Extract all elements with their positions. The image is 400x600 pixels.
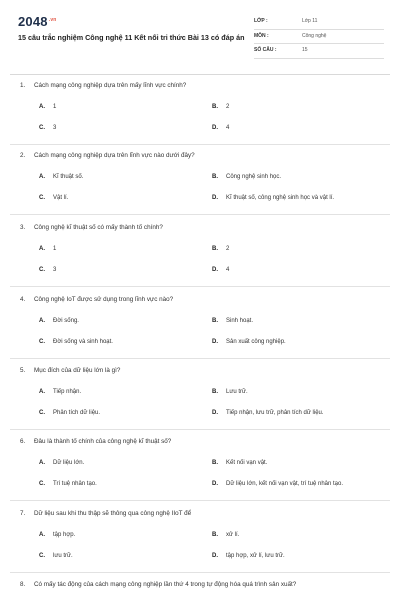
question-divider xyxy=(10,286,390,287)
option-b[interactable] xyxy=(212,174,281,180)
option-a[interactable] xyxy=(39,318,79,324)
question-number: 1. xyxy=(20,82,26,89)
option-text: 2 xyxy=(226,246,230,252)
question-number: 3. xyxy=(20,224,26,231)
option-text: Tiếp nhận. xyxy=(53,389,82,395)
option-letter: C. xyxy=(39,339,45,345)
option-letter: D. xyxy=(212,553,218,559)
question-stem: Dữ liệu sau khi thu thập sẽ thông qua công nghệ IIoT để xyxy=(34,510,192,517)
option-a[interactable] xyxy=(39,460,84,466)
question-stem: Công nghệ IoT được sử dụng trong lĩnh vực nào? xyxy=(34,296,174,303)
option-letter: D. xyxy=(212,125,218,131)
option-letter: A. xyxy=(39,104,45,110)
question-stem: Mục đích của dữ liệu lớn là gì? xyxy=(34,367,121,374)
option-d[interactable] xyxy=(212,267,229,273)
question-number: 7. xyxy=(20,510,26,517)
option-letter: D. xyxy=(212,267,218,273)
option-text: Tiếp nhận, lưu trữ, phân tích dữ liệu. xyxy=(226,410,324,416)
option-letter: C. xyxy=(39,553,45,559)
question-number: 4. xyxy=(20,296,26,303)
question-divider xyxy=(10,572,390,573)
option-text: 3 xyxy=(53,267,57,273)
option-a[interactable] xyxy=(39,174,83,180)
option-a[interactable] xyxy=(39,389,81,395)
option-c[interactable] xyxy=(39,553,73,559)
question-number: 5. xyxy=(20,367,26,374)
option-c[interactable] xyxy=(39,481,97,487)
question-text xyxy=(20,438,171,445)
option-letter: C. xyxy=(39,267,45,273)
option-d[interactable] xyxy=(212,339,286,345)
question-text xyxy=(20,224,163,231)
option-text: Kĩ thuật số. xyxy=(53,174,84,180)
option-letter: A. xyxy=(39,460,45,466)
question-stem: Cách mạng công nghiệp dựa trên lĩnh vực nào dưới đây? xyxy=(34,152,195,159)
option-a[interactable] xyxy=(39,104,56,110)
logo-text: 2048 xyxy=(18,14,48,29)
option-b[interactable] xyxy=(212,318,253,324)
option-letter: C. xyxy=(39,410,45,416)
option-b[interactable] xyxy=(212,532,239,538)
option-letter: A. xyxy=(39,532,45,538)
option-d[interactable] xyxy=(212,410,324,416)
option-text: Sinh hoạt. xyxy=(226,318,254,324)
option-text: 1 xyxy=(53,104,57,110)
option-text: Công nghệ sinh học. xyxy=(226,174,282,180)
meta-row-lop xyxy=(254,15,384,30)
question-number: 6. xyxy=(20,438,26,445)
option-d[interactable] xyxy=(212,125,229,131)
meta-row-socau xyxy=(254,44,384,59)
question-text xyxy=(20,510,191,517)
option-letter: C. xyxy=(39,125,45,131)
document-header xyxy=(18,12,384,74)
meta-value-socau: 15 xyxy=(302,47,308,53)
option-letter: B. xyxy=(212,318,218,324)
option-b[interactable] xyxy=(212,460,267,466)
option-d[interactable] xyxy=(212,553,285,559)
option-letter: B. xyxy=(212,389,218,395)
option-c[interactable] xyxy=(39,267,56,273)
option-c[interactable] xyxy=(39,339,113,345)
question-text xyxy=(20,296,173,303)
option-b[interactable] xyxy=(212,246,229,252)
option-letter: A. xyxy=(39,389,45,395)
question-stem: Công nghệ kĩ thuật số có mấy thành tố chính? xyxy=(34,224,163,231)
question-divider xyxy=(10,214,390,215)
option-text: Trí tuệ nhân tạo. xyxy=(53,481,97,487)
meta-value-mon: Công nghệ xyxy=(302,32,327,39)
option-b[interactable] xyxy=(212,389,248,395)
question-divider xyxy=(10,144,390,145)
question-stem: Có mấy tác động của cách mạng công nghiệp lần thứ 4 trong tự động hóa quá trình sản xuất? xyxy=(34,581,297,588)
meta-value-lop: Lớp 11 xyxy=(302,18,318,24)
meta-row-mon xyxy=(254,30,384,45)
question-text xyxy=(20,152,195,159)
option-text: Kĩ thuật số, công nghệ sinh học và vật lí. xyxy=(226,195,335,201)
option-text: Đời sống và sinh hoạt. xyxy=(53,339,113,345)
option-text: Đời sống. xyxy=(53,318,79,324)
option-text: tập hợp, xử lí, lưu trữ. xyxy=(226,553,285,559)
option-a[interactable] xyxy=(39,246,56,252)
meta-table xyxy=(254,15,384,59)
meta-label-mon: MÔN : xyxy=(254,32,269,39)
option-letter: D. xyxy=(212,195,218,201)
question-stem: Cách mạng công nghiệp dựa trên mấy lĩnh vực chính? xyxy=(34,82,187,89)
option-letter: D. xyxy=(212,339,218,345)
question-divider xyxy=(10,358,390,359)
option-d[interactable] xyxy=(212,195,334,201)
option-text: Vật lí. xyxy=(53,195,69,201)
option-letter: C. xyxy=(39,195,45,201)
option-text: Kết nối vạn vật. xyxy=(226,460,268,466)
option-text: 4 xyxy=(226,125,230,131)
option-letter: B. xyxy=(212,532,218,538)
option-text: lưu trữ. xyxy=(53,553,73,559)
option-text: 3 xyxy=(53,125,57,131)
meta-label-lop: LỚP : xyxy=(254,18,268,24)
option-text: 1 xyxy=(53,246,57,252)
site-logo[interactable] xyxy=(18,14,57,29)
question-text xyxy=(20,367,120,374)
option-letter: B. xyxy=(212,460,218,466)
option-text: Dữ liệu lớn, kết nối vạn vật, trí tuệ nhân tạo. xyxy=(226,481,344,487)
option-letter: C. xyxy=(39,481,45,487)
option-text: Dữ liệu lớn. xyxy=(53,460,85,466)
question-stem: Đâu là thành tố chính của công nghệ kĩ thuật số? xyxy=(34,438,172,445)
option-letter: D. xyxy=(212,410,218,416)
option-text: xử lí. xyxy=(226,532,240,538)
option-text: 2 xyxy=(226,104,230,110)
meta-label-socau: SỐ CÂU : xyxy=(254,47,277,53)
option-c[interactable] xyxy=(39,410,100,416)
option-d[interactable] xyxy=(212,481,343,487)
question-text xyxy=(20,82,186,89)
option-text: tập hợp. xyxy=(53,532,76,538)
option-text: 4 xyxy=(226,267,230,273)
document-title: 15 câu trắc nghiệm Công nghệ 11 Kết nối tri thức Bài 13 có đáp án xyxy=(18,33,245,42)
option-text: Sản xuất công nghiệp. xyxy=(226,339,286,345)
option-text: Lưu trữ. xyxy=(226,389,248,395)
question-number: 8. xyxy=(20,581,26,588)
option-letter: B. xyxy=(212,104,218,110)
question-divider xyxy=(10,429,390,430)
option-c[interactable] xyxy=(39,125,56,131)
option-letter: A. xyxy=(39,318,45,324)
logo-suffix: .vn xyxy=(48,16,57,23)
option-letter: D. xyxy=(212,481,218,487)
option-letter: A. xyxy=(39,246,45,252)
option-c[interactable] xyxy=(39,195,68,201)
question-text xyxy=(20,581,296,588)
option-text: Phân tích dữ liệu. xyxy=(53,410,101,416)
option-letter: B. xyxy=(212,246,218,252)
option-a[interactable] xyxy=(39,532,75,538)
question-divider xyxy=(10,500,390,501)
option-letter: B. xyxy=(212,174,218,180)
option-letter: A. xyxy=(39,174,45,180)
question-number: 2. xyxy=(20,152,26,159)
option-b[interactable] xyxy=(212,104,229,110)
header-divider xyxy=(10,74,390,75)
